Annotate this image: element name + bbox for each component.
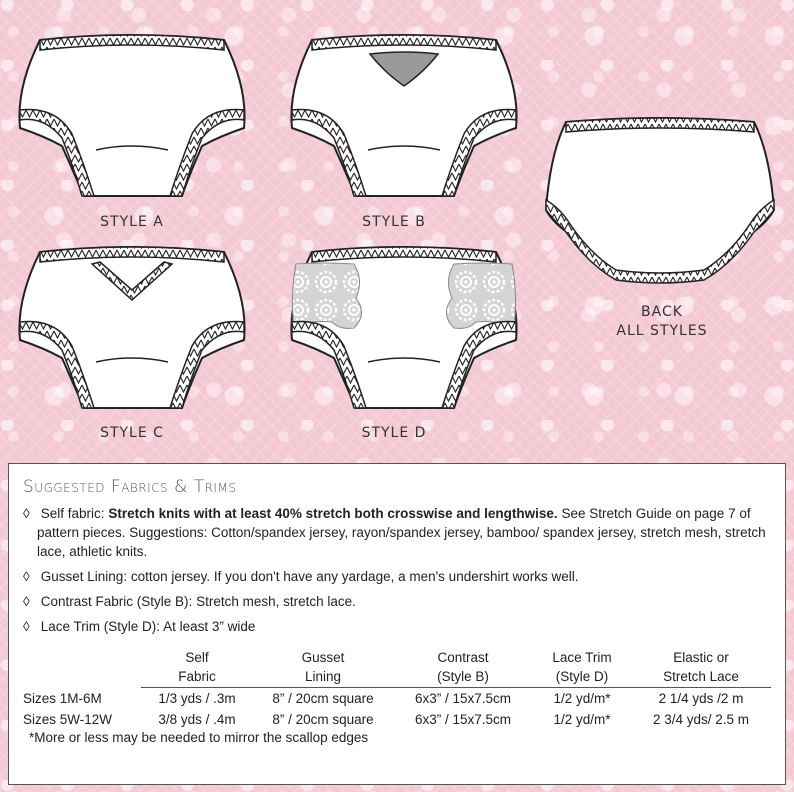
table-header: Gusset Lining	[253, 648, 393, 688]
back-label-line2: ALL STYLES	[616, 323, 708, 339]
style-d-label: STYLE D	[361, 425, 427, 441]
style-b-label: STYLE B	[362, 214, 426, 230]
style-c-drawing	[12, 240, 252, 418]
table-row-size: Sizes 1M-6M	[23, 690, 102, 706]
bullet-gusset-lining	[23, 567, 771, 586]
style-a-label: STYLE A	[100, 214, 164, 230]
diamond-icon: ◊	[23, 619, 30, 634]
diamond-icon: ◊	[23, 506, 30, 521]
table-cell: 1/2 yd/m*	[553, 691, 611, 706]
table-header: Contrast (Style B)	[393, 648, 533, 688]
table-row-size: Sizes 5W-12W	[23, 712, 113, 727]
back-all-styles-drawing	[540, 114, 780, 294]
bullet-label: Gusset Lining:	[40, 569, 128, 584]
table-cell: 6x3” / 15x7.5cm	[414, 691, 512, 706]
table-cell: 8” / 20cm square	[272, 712, 374, 727]
bullet-label: Contrast Fabric (Style B):	[40, 594, 193, 609]
table-header-blank	[23, 648, 141, 688]
table-cell: 1/3 yds / .3m	[158, 691, 236, 706]
table-cell: 1/2 yd/m*	[553, 712, 611, 727]
table-header-row	[23, 648, 771, 688]
fabrics-info-box	[8, 463, 786, 785]
info-title: Suggested Fabrics & Trims	[23, 477, 237, 497]
back-label-line1: BACK	[641, 304, 683, 320]
style-b-drawing	[284, 28, 524, 206]
table-cell: 6x3” / 15x7.5cm	[414, 712, 512, 727]
table-cell: 2 1/4 yds /2 m	[658, 691, 744, 706]
bullet-text: cotton jersey. If you don't have any yardage, a men's undershirt works well.	[130, 569, 579, 584]
style-a-drawing	[12, 28, 252, 206]
bullet-label: Lace Trim (Style D):	[40, 619, 161, 634]
style-c-label: STYLE C	[100, 425, 164, 441]
bullet-text: At least 3” wide	[163, 619, 256, 634]
diamond-icon: ◊	[23, 569, 30, 584]
table-header: Lace Trim (Style D)	[533, 648, 631, 688]
table-cell: 8” / 20cm square	[272, 691, 374, 706]
back-label	[592, 303, 732, 341]
yardage-table	[23, 648, 771, 730]
footnote: *More or less may be needed to mirror the scallop edges	[29, 730, 369, 745]
table-row	[23, 709, 771, 730]
table-header: Elastic or Stretch Lace	[631, 648, 771, 688]
bullet-self-fabric	[23, 504, 771, 561]
diamond-icon: ◊	[23, 594, 30, 609]
table-header: Self Fabric	[141, 648, 253, 688]
bullet-label: Self fabric:	[40, 506, 105, 521]
bullet-contrast-fabric	[23, 592, 771, 611]
bullet-text: Stretch mesh, stretch lace.	[196, 594, 356, 609]
bullet-bold: Stretch knits with at least 40% stretch both crosswise and lengthwise.	[108, 506, 558, 521]
style-d-drawing	[284, 240, 524, 418]
bullet-lace-trim	[23, 617, 771, 636]
table-cell: 2 3/4 yds/ 2.5 m	[652, 712, 750, 727]
table-cell: 3/8 yds / .4m	[158, 712, 236, 727]
table-row	[23, 688, 771, 710]
bullet-text: See Stretch Guide on page 7 of pattern pieces. Suggestions: Cotton/spandex jersey, rayon/spandex jersey, bamboo/ spandex jersey, stretch mesh, stretch lace, athletic knits.	[37, 506, 766, 559]
